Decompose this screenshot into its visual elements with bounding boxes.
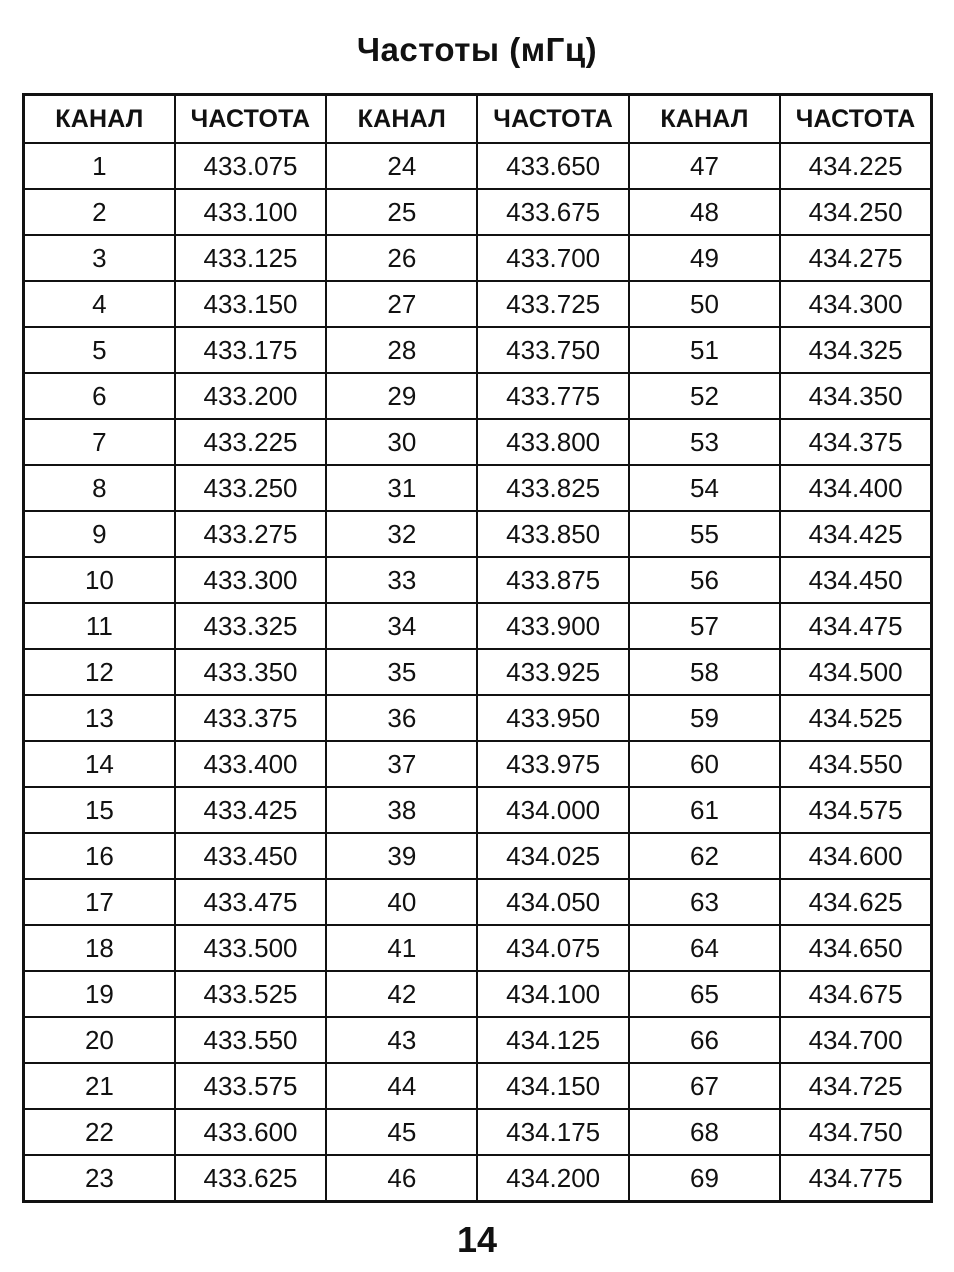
frequency-cell: 434.525: [780, 695, 931, 741]
frequency-cell: 434.300: [780, 281, 931, 327]
channel-cell: 62: [629, 833, 780, 879]
table-row: [24, 189, 932, 235]
channel-cell: 19: [24, 971, 175, 1017]
table-row: [24, 649, 932, 695]
frequency-cell: 433.400: [175, 741, 326, 787]
frequency-cell: 433.650: [477, 143, 628, 189]
channel-cell: 3: [24, 235, 175, 281]
channel-cell: 59: [629, 695, 780, 741]
table-header-row: [24, 95, 932, 144]
frequency-cell: 433.875: [477, 557, 628, 603]
frequency-cell: 434.175: [477, 1109, 628, 1155]
channel-cell: 57: [629, 603, 780, 649]
frequency-cell: 433.525: [175, 971, 326, 1017]
frequency-cell: 434.150: [477, 1063, 628, 1109]
channel-cell: 5: [24, 327, 175, 373]
channel-cell: 56: [629, 557, 780, 603]
frequency-cell: 433.925: [477, 649, 628, 695]
channel-cell: 7: [24, 419, 175, 465]
table-row: [24, 603, 932, 649]
column-header-channel: КАНАЛ: [629, 95, 780, 144]
table-row: [24, 557, 932, 603]
table-row: [24, 879, 932, 925]
channel-cell: 53: [629, 419, 780, 465]
channel-cell: 28: [326, 327, 477, 373]
channel-cell: 2: [24, 189, 175, 235]
frequency-cell: 434.100: [477, 971, 628, 1017]
channel-cell: 14: [24, 741, 175, 787]
channel-cell: 8: [24, 465, 175, 511]
frequency-cell: 434.725: [780, 1063, 931, 1109]
frequency-cell: 434.700: [780, 1017, 931, 1063]
frequency-cell: 434.450: [780, 557, 931, 603]
channel-cell: 37: [326, 741, 477, 787]
channel-cell: 51: [629, 327, 780, 373]
channel-cell: 52: [629, 373, 780, 419]
frequency-cell: 434.250: [780, 189, 931, 235]
channel-cell: 1: [24, 143, 175, 189]
frequency-cell: 434.650: [780, 925, 931, 971]
channel-cell: 27: [326, 281, 477, 327]
channel-cell: 33: [326, 557, 477, 603]
frequency-cell: 434.350: [780, 373, 931, 419]
frequency-cell: 433.600: [175, 1109, 326, 1155]
channel-cell: 69: [629, 1155, 780, 1202]
channel-cell: 31: [326, 465, 477, 511]
table-row: [24, 1155, 932, 1202]
frequency-cell: 433.075: [175, 143, 326, 189]
channel-cell: 63: [629, 879, 780, 925]
frequency-cell: 433.675: [477, 189, 628, 235]
channel-cell: 47: [629, 143, 780, 189]
table-row: [24, 741, 932, 787]
frequency-cell: 434.025: [477, 833, 628, 879]
page-title: Частоты (мГц): [356, 31, 598, 68]
frequency-cell: 433.500: [175, 925, 326, 971]
channel-cell: 4: [24, 281, 175, 327]
channel-cell: 58: [629, 649, 780, 695]
channel-cell: 16: [24, 833, 175, 879]
table-row: [24, 419, 932, 465]
column-header-frequency: ЧАСТОТА: [477, 95, 628, 144]
frequency-cell: 433.350: [175, 649, 326, 695]
channel-cell: 32: [326, 511, 477, 557]
table-row: [24, 971, 932, 1017]
table-body: [24, 143, 932, 1202]
table-row: [24, 373, 932, 419]
table-row: [24, 465, 932, 511]
frequency-cell: 433.800: [477, 419, 628, 465]
frequency-cell: 434.375: [780, 419, 931, 465]
frequency-cell: 433.750: [477, 327, 628, 373]
channel-cell: 6: [24, 373, 175, 419]
frequency-cell: 433.475: [175, 879, 326, 925]
frequency-cell: 433.900: [477, 603, 628, 649]
channel-cell: 29: [326, 373, 477, 419]
table-row: [24, 925, 932, 971]
frequency-cell: 433.275: [175, 511, 326, 557]
table-row: [24, 1017, 932, 1063]
channel-cell: 55: [629, 511, 780, 557]
channel-cell: 30: [326, 419, 477, 465]
channel-cell: 67: [629, 1063, 780, 1109]
channel-cell: 66: [629, 1017, 780, 1063]
frequency-cell: 433.425: [175, 787, 326, 833]
frequency-cell: 434.275: [780, 235, 931, 281]
channel-cell: 46: [326, 1155, 477, 1202]
frequency-cell: 434.550: [780, 741, 931, 787]
frequency-cell: 434.075: [477, 925, 628, 971]
table-row: [24, 1109, 932, 1155]
channel-cell: 49: [629, 235, 780, 281]
channel-cell: 48: [629, 189, 780, 235]
channel-cell: 23: [24, 1155, 175, 1202]
frequency-cell: 433.375: [175, 695, 326, 741]
frequency-cell: 433.225: [175, 419, 326, 465]
frequency-cell: 433.200: [175, 373, 326, 419]
frequency-cell: 433.850: [477, 511, 628, 557]
channel-cell: 60: [629, 741, 780, 787]
frequency-cell: 434.400: [780, 465, 931, 511]
frequency-cell: 433.300: [175, 557, 326, 603]
frequency-cell: 433.250: [175, 465, 326, 511]
frequency-cell: 434.125: [477, 1017, 628, 1063]
frequency-cell: 434.675: [780, 971, 931, 1017]
channel-cell: 44: [326, 1063, 477, 1109]
channel-cell: 11: [24, 603, 175, 649]
frequency-cell: 433.125: [175, 235, 326, 281]
frequency-cell: 433.950: [477, 695, 628, 741]
table-row: [24, 787, 932, 833]
channel-cell: 17: [24, 879, 175, 925]
column-header-channel: КАНАЛ: [326, 95, 477, 144]
channel-cell: 25: [326, 189, 477, 235]
channel-cell: 61: [629, 787, 780, 833]
frequency-cell: 434.475: [780, 603, 931, 649]
frequency-cell: 433.575: [175, 1063, 326, 1109]
channel-cell: 13: [24, 695, 175, 741]
table-row: [24, 327, 932, 373]
channel-cell: 9: [24, 511, 175, 557]
table-row: [24, 1063, 932, 1109]
channel-cell: 68: [629, 1109, 780, 1155]
channel-cell: 43: [326, 1017, 477, 1063]
frequency-cell: 434.575: [780, 787, 931, 833]
column-header-frequency: ЧАСТОТА: [780, 95, 931, 144]
channel-cell: 12: [24, 649, 175, 695]
frequency-table: [22, 93, 933, 1203]
channel-cell: 41: [326, 925, 477, 971]
frequency-cell: 433.150: [175, 281, 326, 327]
channel-cell: 22: [24, 1109, 175, 1155]
frequency-cell: 434.000: [477, 787, 628, 833]
frequency-cell: 434.775: [780, 1155, 931, 1202]
frequency-cell: 433.450: [175, 833, 326, 879]
channel-cell: 64: [629, 925, 780, 971]
channel-cell: 15: [24, 787, 175, 833]
channel-cell: 36: [326, 695, 477, 741]
frequency-cell: 434.325: [780, 327, 931, 373]
channel-cell: 21: [24, 1063, 175, 1109]
channel-cell: 20: [24, 1017, 175, 1063]
table-row: [24, 281, 932, 327]
column-header-channel: КАНАЛ: [24, 95, 175, 144]
frequency-cell: 433.825: [477, 465, 628, 511]
table-row: [24, 235, 932, 281]
frequency-cell: 434.625: [780, 879, 931, 925]
page-number: 14: [456, 1219, 498, 1260]
frequency-cell: 434.200: [477, 1155, 628, 1202]
channel-cell: 45: [326, 1109, 477, 1155]
channel-cell: 38: [326, 787, 477, 833]
channel-cell: 26: [326, 235, 477, 281]
frequency-cell: 434.600: [780, 833, 931, 879]
frequency-cell: 433.325: [175, 603, 326, 649]
frequency-cell: 434.425: [780, 511, 931, 557]
channel-cell: 34: [326, 603, 477, 649]
table-row: [24, 695, 932, 741]
table-row: [24, 511, 932, 557]
frequency-cell: 433.175: [175, 327, 326, 373]
frequency-cell: 433.100: [175, 189, 326, 235]
frequency-cell: 434.500: [780, 649, 931, 695]
frequency-cell: 433.700: [477, 235, 628, 281]
channel-cell: 24: [326, 143, 477, 189]
frequency-cell: 433.625: [175, 1155, 326, 1202]
channel-cell: 50: [629, 281, 780, 327]
channel-cell: 10: [24, 557, 175, 603]
frequency-cell: 433.775: [477, 373, 628, 419]
channel-cell: 65: [629, 971, 780, 1017]
channel-cell: 42: [326, 971, 477, 1017]
channel-cell: 35: [326, 649, 477, 695]
frequency-cell: 433.550: [175, 1017, 326, 1063]
table-row: [24, 833, 932, 879]
frequency-cell: 433.975: [477, 741, 628, 787]
frequency-cell: 434.050: [477, 879, 628, 925]
frequency-cell: 434.750: [780, 1109, 931, 1155]
channel-cell: 54: [629, 465, 780, 511]
channel-cell: 39: [326, 833, 477, 879]
column-header-frequency: ЧАСТОТА: [175, 95, 326, 144]
table-row: [24, 143, 932, 189]
frequency-cell: 433.725: [477, 281, 628, 327]
channel-cell: 18: [24, 925, 175, 971]
frequency-cell: 434.225: [780, 143, 931, 189]
channel-cell: 40: [326, 879, 477, 925]
